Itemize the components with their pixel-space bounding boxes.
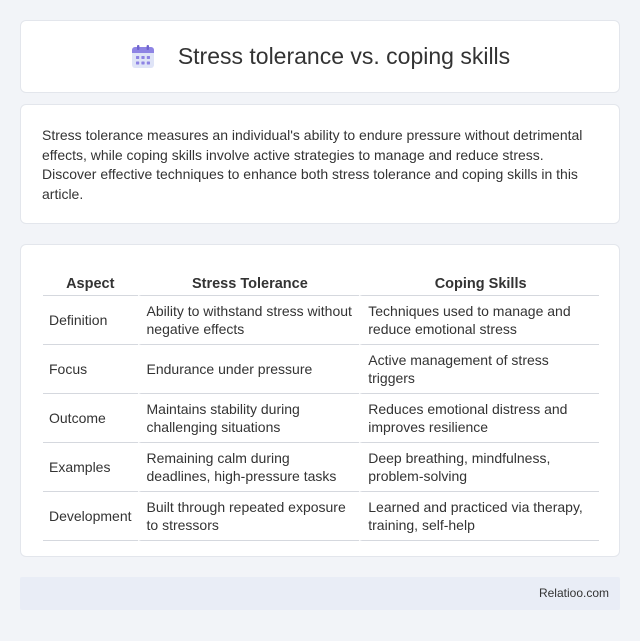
table-row [43, 394, 599, 443]
row-stress-tolerance: Built through repeated exposure to stressors [138, 492, 360, 541]
header-aspect: Aspect [43, 262, 138, 296]
table-row [43, 345, 599, 394]
row-coping-skills: Active management of stress triggers [359, 345, 599, 394]
calendar-icon [130, 44, 156, 70]
row-aspect: Outcome [43, 394, 138, 443]
footer [20, 577, 620, 610]
row-stress-tolerance: Maintains stability during challenging situations [138, 394, 360, 443]
page-title: Stress tolerance vs. coping skills [177, 43, 511, 69]
footer-brand[interactable]: Relatioo.com [538, 586, 609, 600]
row-coping-skills: Deep breathing, mindfulness, problem-solving [359, 443, 599, 492]
row-aspect: Examples [43, 443, 138, 492]
table-row [43, 296, 599, 345]
row-coping-skills: Techniques used to manage and reduce emotional stress [359, 296, 599, 345]
table-header-row [43, 262, 599, 296]
row-stress-tolerance: Endurance under pressure [138, 345, 360, 394]
comparison-table [43, 262, 599, 541]
row-aspect: Definition [43, 296, 138, 345]
table-row [43, 443, 599, 492]
intro-text: Stress tolerance measures an individual's ability to endure pressure without detrimental effects, while coping skills involve active strategies to manage and reduce stress. Discover effective techniques to enhance both stress tolerance and coping skills in this article. [42, 127, 583, 202]
comparison-card [20, 244, 620, 557]
header-coping-skills: Coping Skills [359, 262, 599, 296]
intro-card [20, 104, 620, 224]
row-aspect: Development [43, 492, 138, 541]
row-aspect: Focus [43, 345, 138, 394]
row-stress-tolerance: Remaining calm during deadlines, high-pressure tasks [138, 443, 360, 492]
table-row [43, 492, 599, 541]
row-coping-skills: Reduces emotional distress and improves resilience [359, 394, 599, 443]
title-card [20, 20, 620, 93]
row-stress-tolerance: Ability to withstand stress without negative effects [138, 296, 360, 345]
row-coping-skills: Learned and practiced via therapy, training, self-help [359, 492, 599, 541]
title-row [130, 43, 510, 70]
header-stress-tolerance: Stress Tolerance [138, 262, 360, 296]
